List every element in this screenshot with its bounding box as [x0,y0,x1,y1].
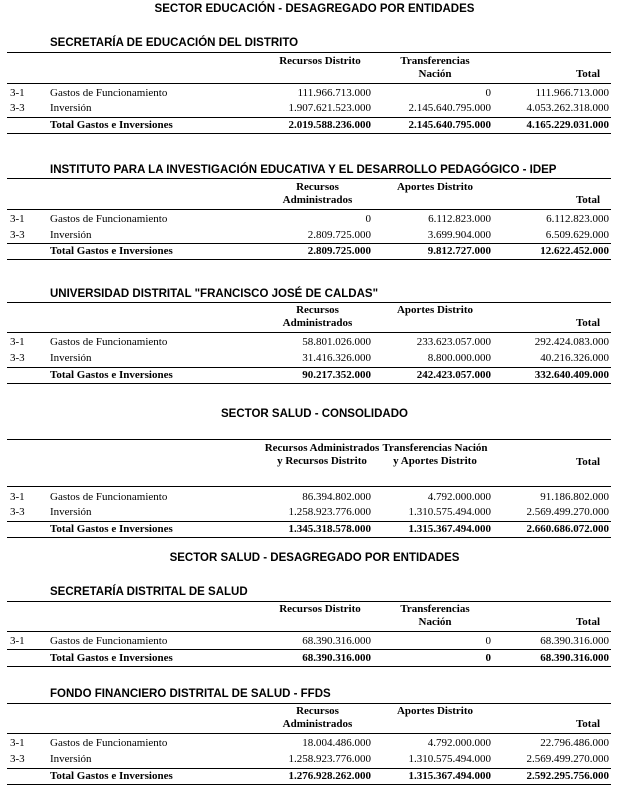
amount-cell: 3.699.904.000 [427,229,491,241]
amount-cell: 58.801.026.000 [302,336,371,348]
row-code: 3-3 [10,229,25,241]
column-header: Recursos Administrados [282,304,353,329]
amount-cell: 22.796.486.000 [540,737,609,749]
amount-cell: 2.145.640.795.000 [408,102,491,114]
column-header: Aportes Distrito [396,304,474,316]
table-rule [7,117,611,118]
amount-cell: 2.569.499.270.000 [526,753,609,765]
section-heading-educacion: SECTOR EDUCACIÓN - DESAGREGADO POR ENTIDADES [154,3,475,15]
amount-cell: 233.623.057.000 [416,336,491,348]
table-rule [7,703,611,704]
table-rule [7,383,611,384]
amount-cell: 111.966.713.000 [297,87,371,99]
amount-cell: 86.394.802.000 [302,491,371,503]
table-rule [7,133,611,134]
column-header: Transferencias Nación [400,603,470,628]
row-code: 3-3 [10,506,25,518]
table-rule [7,302,611,303]
row-description: Inversión [50,753,92,765]
amount-cell: 6.509.629.000 [545,229,609,241]
row-description: Total Gastos e Inversiones [50,652,173,664]
row-description: Inversión [50,352,92,364]
table-rule [7,537,611,538]
entity-title: FONDO FINANCIERO DISTRITAL DE SALUD - FFDS [50,688,331,700]
row-description: Gastos de Funcionamiento [50,336,168,348]
row-code: 3-1 [10,491,25,503]
row-description: Inversión [50,506,92,518]
amount-cell: 1.310.575.494.000 [408,506,491,518]
row-description: Total Gastos e Inversiones [50,770,173,782]
amount-cell: 2.660.686.072.000 [526,523,609,535]
column-header: Total [575,317,600,329]
amount-cell: 1.315.367.494.000 [408,523,491,535]
amount-cell: 1.258.923.776.000 [288,506,371,518]
amount-cell: 6.112.823.000 [546,213,609,225]
table-rule [7,486,611,487]
row-code: 3-3 [10,102,25,114]
table-rule [7,631,611,632]
row-description: Gastos de Funcionamiento [50,737,168,749]
amount-cell: 4.792.000.000 [427,737,491,749]
amount-cell: 68.390.316.000 [302,635,371,647]
column-header: Transferencias Nación y Aportes Distrito [382,442,488,467]
section-heading-salud-consolidado: SECTOR SALUD - CONSOLIDADO [221,408,408,420]
amount-cell: 31.416.326.000 [302,352,371,364]
amount-cell: 68.390.316.000 [540,635,609,647]
table-rule [7,521,611,522]
row-code: 3-1 [10,336,25,348]
section-heading-salud-desagregado: SECTOR SALUD - DESAGREGADO POR ENTIDADES [169,552,460,564]
row-description: Total Gastos e Inversiones [50,369,173,381]
row-description: Total Gastos e Inversiones [50,245,173,257]
column-header: Recursos Administrados y Recursos Distrito [264,442,380,467]
amount-cell: 6.112.823.000 [428,213,491,225]
amount-cell: 1.315.367.494.000 [408,770,491,782]
column-header: Recursos Administrados [282,705,353,730]
amount-cell: 8.800.000.000 [427,352,491,364]
amount-cell: 2.019.588.236.000 [288,119,371,131]
column-header: Recursos Administrados [282,181,353,206]
amount-cell: 9.812.727.000 [427,245,491,257]
amount-cell: 332.640.409.000 [534,369,609,381]
amount-cell: 0 [485,87,491,99]
amount-cell: 2.569.499.270.000 [526,506,609,518]
table-rule [7,209,611,210]
row-description: Gastos de Funcionamiento [50,213,168,225]
row-description: Gastos de Funcionamiento [50,491,168,503]
column-header: Total [575,68,600,80]
table-rule [7,178,611,179]
amount-cell: 111.966.713.000 [535,87,609,99]
column-header: Total [575,718,600,730]
amount-cell: 68.390.316.000 [302,652,371,664]
table-rule [7,666,611,667]
amount-cell: 4.165.229.031.000 [526,119,609,131]
amount-cell: 2.145.640.795.000 [408,119,491,131]
column-header: Total [575,194,600,206]
table-rule [7,733,611,734]
entity-title: UNIVERSIDAD DISTRITAL "FRANCISCO JOSÉ DE CALDAS" [50,288,379,300]
amount-cell: 4.792.000.000 [427,491,491,503]
amount-cell: 90.217.352.000 [302,369,371,381]
row-code: 3-3 [10,753,25,765]
table-rule [7,332,611,333]
amount-cell: 18.004.486.000 [302,737,371,749]
row-description: Total Gastos e Inversiones [50,523,173,535]
row-code: 3-1 [10,87,25,99]
amount-cell: 40.216.326.000 [540,352,609,364]
amount-cell: 1.258.923.776.000 [288,753,371,765]
amount-cell: 1.907.621.523.000 [288,102,371,114]
amount-cell: 0 [365,213,371,225]
column-header: Aportes Distrito [396,705,474,717]
entity-title: SECRETARÍA DISTRITAL DE SALUD [50,586,248,598]
amount-cell: 0 [485,652,491,664]
column-header: Aportes Distrito [396,181,474,193]
amount-cell: 292.424.083.000 [534,336,609,348]
row-code: 3-1 [10,635,25,647]
row-description: Total Gastos e Inversiones [50,119,173,131]
entity-title: SECRETARÍA DE EDUCACIÓN DEL DISTRITO [50,37,299,49]
row-description: Inversión [50,102,92,114]
column-header: Recursos Distrito [279,603,361,615]
row-code: 3-1 [10,737,25,749]
amount-cell: 91.186.802.000 [540,491,609,503]
table-rule [7,367,611,368]
row-code: 3-1 [10,213,25,225]
table-rule [7,768,611,769]
table-rule [7,439,611,440]
column-header: Recursos Distrito [279,55,361,67]
table-rule [7,243,611,244]
amount-cell: 1.345.318.578.000 [288,523,371,535]
column-header: Total [575,456,600,468]
amount-cell: 2.592.295.756.000 [526,770,609,782]
row-description: Inversión [50,229,92,241]
amount-cell: 68.390.316.000 [540,652,609,664]
row-description: Gastos de Funcionamiento [50,635,168,647]
amount-cell: 0 [485,635,491,647]
entity-title: INSTITUTO PARA LA INVESTIGACIÓN EDUCATIVA Y EL DESARROLLO PEDAGÓGICO - IDEP [50,164,557,176]
table-rule [7,601,611,602]
amount-cell: 1.310.575.494.000 [408,753,491,765]
column-header: Total [575,616,600,628]
amount-cell: 4.053.262.318.000 [526,102,609,114]
amount-cell: 242.423.057.000 [416,369,491,381]
row-code: 3-3 [10,352,25,364]
column-header: Transferencias Nación [400,55,470,80]
table-rule [7,52,611,53]
table-rule [7,784,611,785]
table-rule [7,259,611,260]
table-rule [7,83,611,84]
amount-cell: 12.622.452.000 [540,245,609,257]
table-rule [7,649,611,650]
amount-cell: 2.809.725.000 [307,245,371,257]
row-description: Gastos de Funcionamiento [50,87,168,99]
amount-cell: 2.809.725.000 [307,229,371,241]
amount-cell: 1.276.928.262.000 [288,770,371,782]
